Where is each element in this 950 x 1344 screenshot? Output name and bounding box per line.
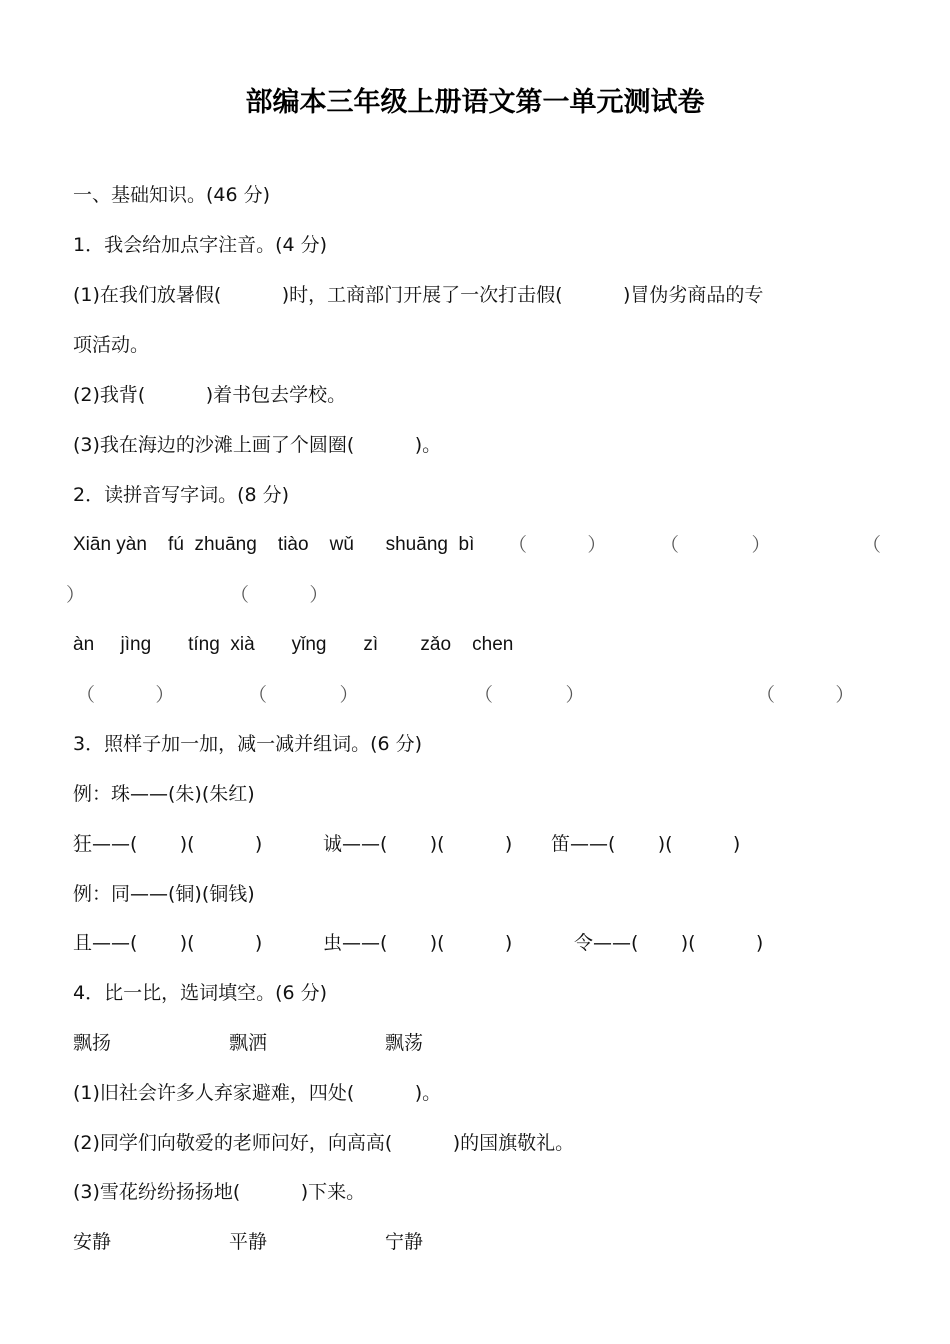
- answer-blank: （ ）: [756, 684, 855, 706]
- question-4-item-1: (1)旧社会许多人弃家避难，四处( )。: [73, 1082, 442, 1104]
- answer-blank: （: [862, 534, 882, 556]
- section-heading-basics: 一、基础知识。(46 分): [73, 184, 271, 206]
- question-1-item-1: (1)在我们放暑假( )时，工商部门开展了一次打击假( )冒伪劣商品的专: [73, 284, 764, 306]
- question-1-item-2: (2)我背( )着书包去学校。: [73, 384, 347, 406]
- word-choice: 宁静: [385, 1231, 424, 1253]
- answer-blank: （ ）: [508, 534, 607, 556]
- question-2-pinyin-row-2: àn jìng tíng xià yǐng zì zǎo chen: [73, 634, 514, 655]
- question-4-item-3: (3)雪花纷纷扬扬地( )下来。: [73, 1181, 366, 1203]
- question-1-item-1-cont: 项活动。: [73, 334, 150, 356]
- answer-blank: （ ）: [230, 584, 329, 606]
- word-building-item: 狂——( )( ): [73, 833, 263, 855]
- question-1-item-3: (3)我在海边的沙滩上画了个圆圈( )。: [73, 434, 442, 456]
- page-title: 部编本三年级上册语文第一单元测试卷: [245, 87, 705, 118]
- word-choice: 安静: [73, 1231, 112, 1253]
- word-building-item: 且——( )( ): [73, 932, 263, 954]
- word-choice: 飘荡: [385, 1032, 424, 1054]
- question-4-item-2: (2)同学们向敬爱的老师问好，向高高( )的国旗敬礼。: [73, 1132, 575, 1154]
- word-building-item: 虫——( )( ): [323, 932, 513, 954]
- answer-blank: （ ）: [248, 684, 359, 706]
- word-choice: 飘洒: [229, 1032, 268, 1054]
- word-choice: 飘扬: [73, 1032, 112, 1054]
- question-3-example-2: 例：同——(铜)(铜钱): [73, 883, 255, 905]
- word-building-item: 诚——( )( ): [323, 833, 513, 855]
- question-1-heading: 1．我会给加点字注音。(4 分): [73, 234, 328, 256]
- word-building-item: 令——( )( ): [574, 932, 764, 954]
- answer-blank: （ ）: [76, 684, 175, 706]
- question-2-heading: 2．读拼音写字词。(8 分): [73, 484, 290, 506]
- word-choice: 平静: [229, 1231, 268, 1253]
- question-3-example-1: 例：珠——(朱)(朱红): [73, 783, 255, 805]
- answer-blank: （ ）: [660, 534, 771, 556]
- question-4-heading: 4．比一比，选词填空。(6 分): [73, 982, 328, 1004]
- answer-blank: ）: [66, 584, 86, 606]
- question-2-pinyin-row-1: Xiān yàn fú zhuāng tiào wǔ shuāng bì: [73, 534, 475, 555]
- question-3-heading: 3．照样子加一加，减一减并组词。(6 分): [73, 733, 423, 755]
- answer-blank: （ ）: [474, 684, 585, 706]
- word-building-item: 笛——( )( ): [551, 833, 741, 855]
